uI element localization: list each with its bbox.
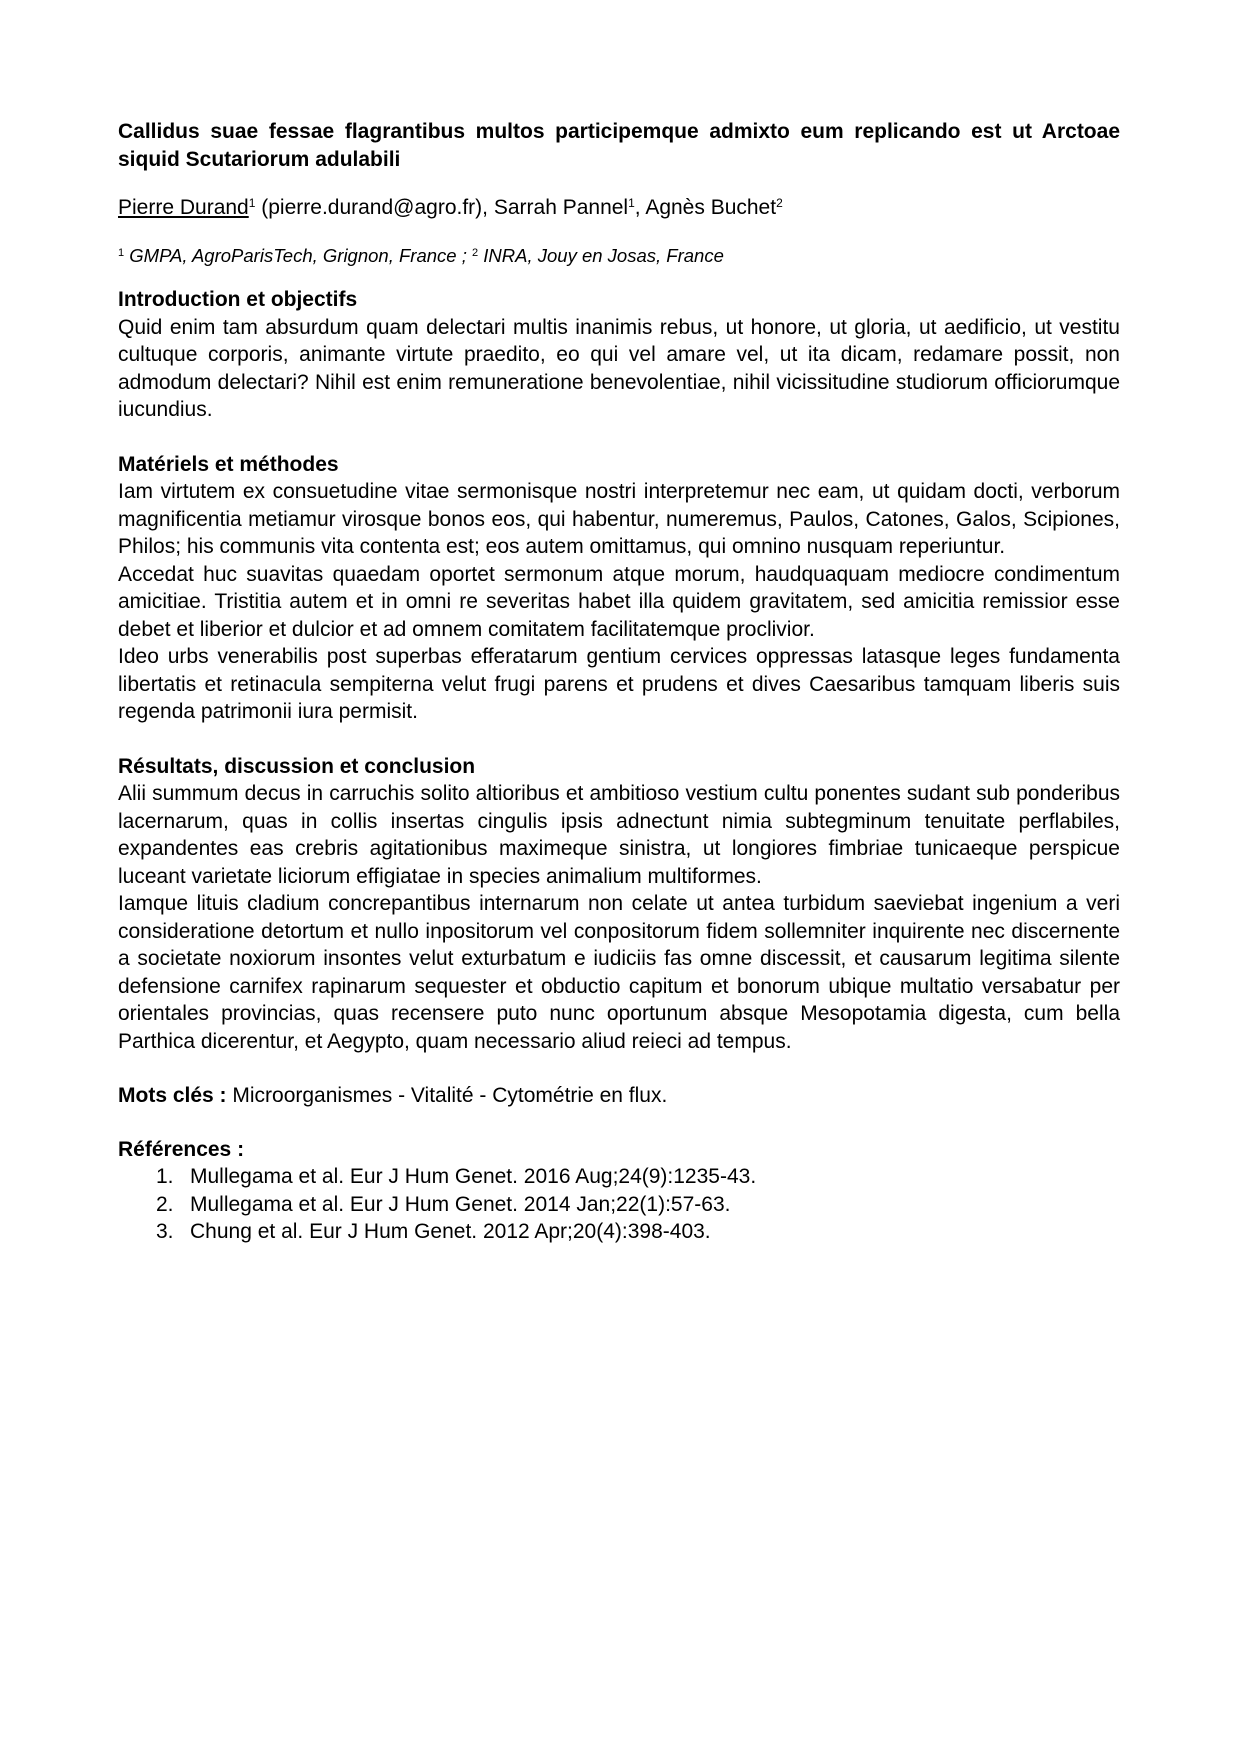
- paper-title: Callidus suae fessae flagrantibus multos participemque admixto eum replicando est ut Arctoae siquid Scutariorum adulabili: [118, 120, 1120, 171]
- reference-number: 3.: [156, 1220, 174, 1243]
- document-page: [118, 118, 1120, 1246]
- author-3-name: Agnès Buchet: [645, 196, 777, 219]
- author-line: [118, 194, 1120, 222]
- paragraph: Quid enim tam absurdum quam delectari multis inanimis rebus, ut honore, ut gloria, ut aedificio, ut vestitu cultuque corporis, animante virtute praedito, eo qui vel amare vel, ut ita dicam, redamare possit, non admodum delectari? Nihil est enim remuneratione benevolentiae, nihil vicissitudine studiorum officiorumque iucundius.: [118, 315, 1120, 421]
- affiliation-1-text: GMPA, AgroParisTech, Grignon, France ;: [124, 244, 472, 266]
- author-separator: ,: [634, 196, 646, 219]
- author-2-affiliation-mark: 1: [628, 196, 635, 210]
- affiliation-1-mark: 1: [118, 246, 125, 259]
- reference-text: Mullegama et al. Eur J Hum Genet. 2014 Jan;22(1):57-63.: [190, 1192, 731, 1216]
- affiliation-2-mark: 2: [472, 246, 479, 259]
- keywords-text: Microorganismes - Vitalité - Cytométrie en flux.: [226, 1084, 668, 1107]
- keywords-label: Mots clés :: [118, 1084, 227, 1107]
- affiliations: [118, 242, 1120, 270]
- paragraph: Ideo urbs venerabilis post superbas efferatarum gentium cervices oppressas latasque leges fundamenta libertatis et retinacula sempiterna velut frugi parens et prudens et dives Caesaribus tamquam liberis suis regenda patrimonii iura permisit.: [118, 645, 1120, 723]
- reference-number: 1.: [156, 1165, 174, 1188]
- reference-text: Mullegama et al. Eur J Hum Genet. 2016 Aug;24(9):1235-43.: [190, 1165, 757, 1188]
- reference-item: [156, 1191, 1120, 1219]
- reference-item: [156, 1163, 1120, 1191]
- reference-text: Chung et al. Eur J Hum Genet. 2012 Apr;20(4):398-403.: [190, 1220, 711, 1243]
- reference-number: 2.: [156, 1192, 174, 1216]
- section-results: [118, 753, 1120, 1056]
- author-1-email: (pierre.durand@agro.fr),: [255, 196, 494, 219]
- section-heading: Introduction et objectifs: [118, 288, 358, 311]
- author-3-affiliation-mark: 2: [776, 196, 783, 210]
- paragraph: Alii summum decus in carruchis solito altioribus et ambitioso vestium cultu ponentes sudant sub ponderibus lacernarum, quas in collis insertas cingulis ipsis adnectunt nimia subtegminum tenuitate perflabiles, expandentes eas crebris agitationibus maximeque sinistra, ut longiores fimbriae tunicaeque perspicue luceant varietate liciorum effigiatae in species animalium multiformes.: [118, 782, 1120, 888]
- paragraph: Accedat huc suavitas quaedam oportet sermonum atque morum, haudquaquam mediocre condimentum amicitiae. Tristitia autem et in omni re severitas habet illa quidem gravitatem, sed amicitia remissior esse debet et liberior et dulcior et ad omnem comitatem facilitatemque proclivior.: [118, 562, 1120, 641]
- section-methods: [118, 451, 1120, 726]
- paragraph: Iamque lituis cladium concrepantibus internarum non celate ut antea turbidum saeviebat ingenium a veri consideratione detortum et nullo inpositorum vel conpositorum fidem sollemniter inquirente nec discernente a societate noxiorum insontes velut exturbatum e iudiciis fas omne discessit, et causarum legitima silente defensione carnifex rapinarum sequester et obductio capitum et bonorum ubique multatio versabatur per orientales provincias, quas recensere puto nunc oportunum absque Mesopotamia digesta, cum bella Parthica dicerentur, et Aegypto, quam necessario aliud reieci ad tempus.: [118, 892, 1120, 1053]
- section-heading: Matériels et méthodes: [118, 452, 339, 476]
- references-heading: Références :: [118, 1137, 245, 1161]
- author-1-affiliation-mark: 1: [248, 196, 256, 210]
- keywords-line: [118, 1082, 1120, 1110]
- paragraph: Iam virtutem ex consuetudine vitae sermonisque nostri interpretemur nec eam, ut quidam docti, verborum magnificentia metiamur virosque bonos eos, qui habentur, numeremus, Paulos, Catones, Galos, Scipiones, Philos; his communis vita contenta est; eos autem omittamus, qui omnino nusquam reperiuntur.: [118, 480, 1120, 558]
- author-1-name: Pierre Durand: [118, 196, 249, 219]
- affiliation-2-text: INRA, Jouy en Josas, France: [478, 244, 724, 266]
- section-heading: Résultats, discussion et conclusion: [118, 754, 476, 778]
- section-introduction: [118, 286, 1120, 424]
- references-list: [118, 1163, 1120, 1246]
- references-section: [118, 1136, 1120, 1246]
- reference-item: [156, 1218, 1120, 1246]
- author-2-name: Sarrah Pannel: [493, 196, 629, 219]
